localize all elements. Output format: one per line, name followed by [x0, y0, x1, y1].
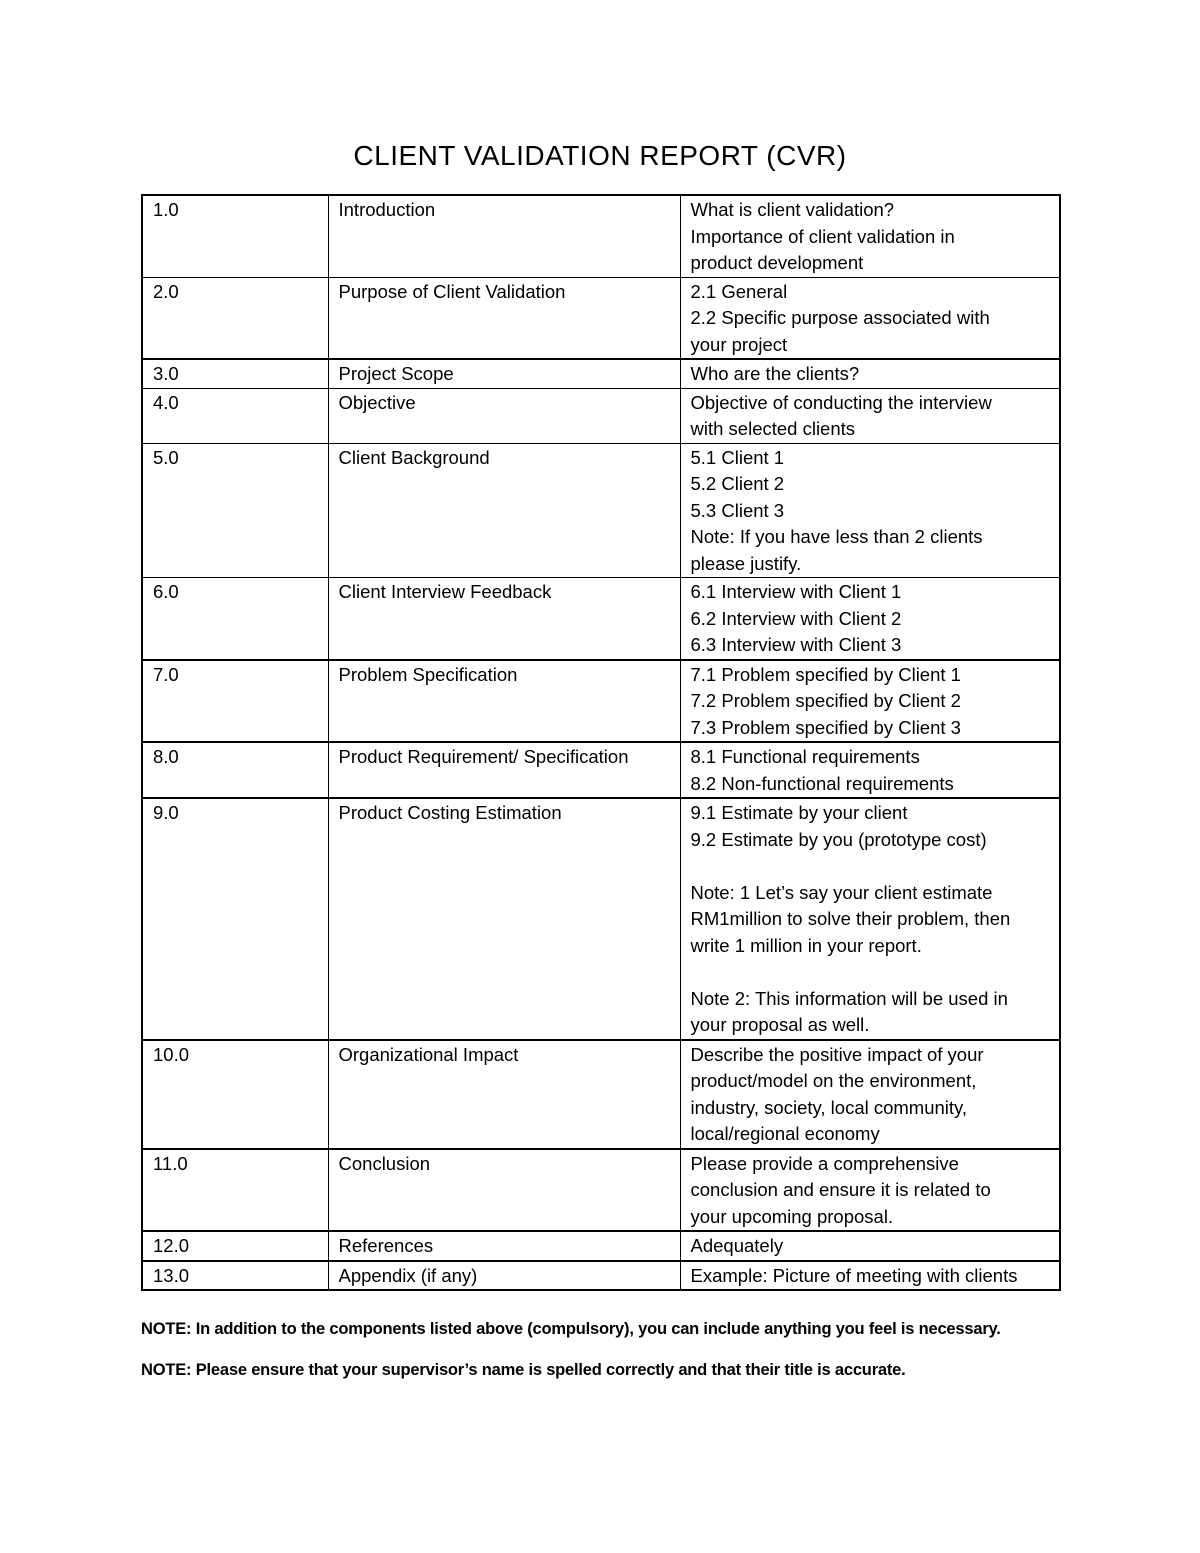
detail-line: product development [690, 252, 864, 273]
table-row [142, 578, 1060, 660]
table-row [142, 1261, 1060, 1291]
section-name-cell: Conclusion [328, 1149, 680, 1232]
section-name-cell: Objective [328, 388, 680, 443]
detail-line: local/regional economy [690, 1123, 880, 1144]
section-name-cell: Organizational Impact [328, 1040, 680, 1149]
section-name-cell: Project Scope [328, 359, 680, 388]
section-name-cell: Client Interview Feedback [328, 578, 680, 660]
section-details-cell [680, 1149, 1060, 1232]
table-row [142, 1149, 1060, 1232]
section-number-cell: 7.0 [142, 660, 328, 743]
detail-line: 2.1 General [690, 280, 788, 302]
detail-line: 8.2 Non-functional requirements [690, 772, 954, 794]
detail-line: 9.2 Estimate by you (prototype cost) [690, 828, 987, 850]
section-name-cell: Product Requirement/ Specification [328, 742, 680, 798]
detail-line: 6.2 Interview with Client 2 [690, 607, 902, 629]
detail-line: 9.1 Estimate by your client [690, 802, 908, 823]
section-number-cell: 10.0 [142, 1040, 328, 1149]
detail-line: please justify. [690, 552, 802, 574]
detail-line: Example: Picture of meeting with clients [690, 1264, 1018, 1286]
detail-line: Please provide a comprehensive [690, 1152, 959, 1174]
section-details-cell [680, 388, 1060, 443]
detail-line: Note 2: This information will be used in [690, 987, 1008, 1009]
table-row [142, 742, 1060, 798]
section-details-cell [680, 1040, 1060, 1149]
detail-line: 6.1 Interview with Client 1 [690, 581, 902, 602]
table-row [142, 1040, 1060, 1149]
detail-line: Adequately [690, 1235, 784, 1256]
detail-line: industry, society, local community, [690, 1096, 968, 1118]
section-number-cell: 9.0 [142, 798, 328, 1040]
section-number-cell: 3.0 [142, 359, 328, 388]
section-details-cell [680, 359, 1060, 388]
section-name-cell: References [328, 1231, 680, 1261]
section-number-cell: 5.0 [142, 443, 328, 578]
detail-line: 7.2 Problem specified by Client 2 [690, 690, 961, 711]
detail-line: Importance of client validation in [690, 225, 955, 247]
section-details-cell [680, 277, 1060, 359]
detail-line: Who are the clients? [690, 363, 860, 384]
section-name-cell: Client Background [328, 443, 680, 578]
detail-line: 8.1 Functional requirements [690, 746, 920, 767]
detail-line: product/model on the environment, [690, 1070, 977, 1091]
section-details-cell [680, 443, 1060, 578]
detail-line: your project [690, 333, 788, 355]
section-details-cell [680, 798, 1060, 1040]
detail-line: 5.2 Client 2 [690, 473, 785, 494]
section-details-cell [680, 1261, 1060, 1291]
table-row [142, 359, 1060, 388]
detail-line: with selected clients [690, 418, 856, 439]
detail-line [691, 959, 1052, 986]
section-number-cell: 6.0 [142, 578, 328, 660]
cvr-components-table [141, 194, 1061, 1291]
detail-line [691, 853, 1052, 880]
section-name-cell: Problem Specification [328, 660, 680, 743]
detail-line: your upcoming proposal. [690, 1205, 894, 1227]
table-row [142, 443, 1060, 578]
detail-line: Describe the positive impact of your [690, 1043, 984, 1065]
table-row [142, 277, 1060, 359]
detail-line: 5.1 Client 1 [690, 446, 785, 468]
detail-line: 7.1 Problem specified by Client 1 [690, 663, 961, 685]
detail-line: write 1 million in your report. [690, 934, 922, 956]
section-name-cell: Purpose of Client Validation [328, 277, 680, 359]
section-number-cell: 11.0 [142, 1149, 328, 1232]
detail-line: your proposal as well. [690, 1014, 870, 1035]
detail-line: Note: 1 Let’s say your client estimate [690, 881, 993, 903]
page-title: CLIENT VALIDATION REPORT (CVR) [353, 140, 847, 171]
table-row [142, 798, 1060, 1040]
table-row [142, 660, 1060, 743]
detail-line: 6.3 Interview with Client 3 [690, 634, 902, 655]
note-supervisor-name: NOTE: Please ensure that your supervisor’s name is spelled correctly and that their title is accurate. [141, 1361, 906, 1379]
section-number-cell: 4.0 [142, 388, 328, 443]
detail-line: Note: If you have less than 2 clients [690, 526, 983, 547]
detail-line: 2.2 Specific purpose associated with [690, 307, 990, 328]
detail-line: RM1million to solve their problem, then [690, 908, 1011, 929]
section-details-cell [680, 660, 1060, 743]
detail-line: conclusion and ensure it is related to [690, 1179, 991, 1200]
section-number-cell: 13.0 [142, 1261, 328, 1291]
section-name-cell: Introduction [328, 195, 680, 277]
table-row [142, 388, 1060, 443]
section-number-cell: 1.0 [142, 195, 328, 277]
section-details-cell [680, 578, 1060, 660]
note-compulsory-components: NOTE: In addition to the components listed above (compulsory), you can include anything you feel is necessary. [141, 1320, 1001, 1338]
detail-line: Objective of conducting the interview [690, 391, 992, 413]
table-body [142, 195, 1060, 1290]
section-details-cell [680, 195, 1060, 277]
section-number-cell: 2.0 [142, 277, 328, 359]
table-row [142, 1231, 1060, 1261]
detail-line: 5.3 Client 3 [690, 499, 785, 521]
detail-line: What is client validation? [690, 199, 895, 220]
section-details-cell [680, 742, 1060, 798]
table-row [142, 195, 1060, 277]
section-number-cell: 8.0 [142, 742, 328, 798]
section-details-cell [680, 1231, 1060, 1261]
section-number-cell: 12.0 [142, 1231, 328, 1261]
section-name-cell: Product Costing Estimation [328, 798, 680, 1040]
section-name-cell: Appendix (if any) [328, 1261, 680, 1291]
detail-line: 7.3 Problem specified by Client 3 [690, 716, 961, 738]
